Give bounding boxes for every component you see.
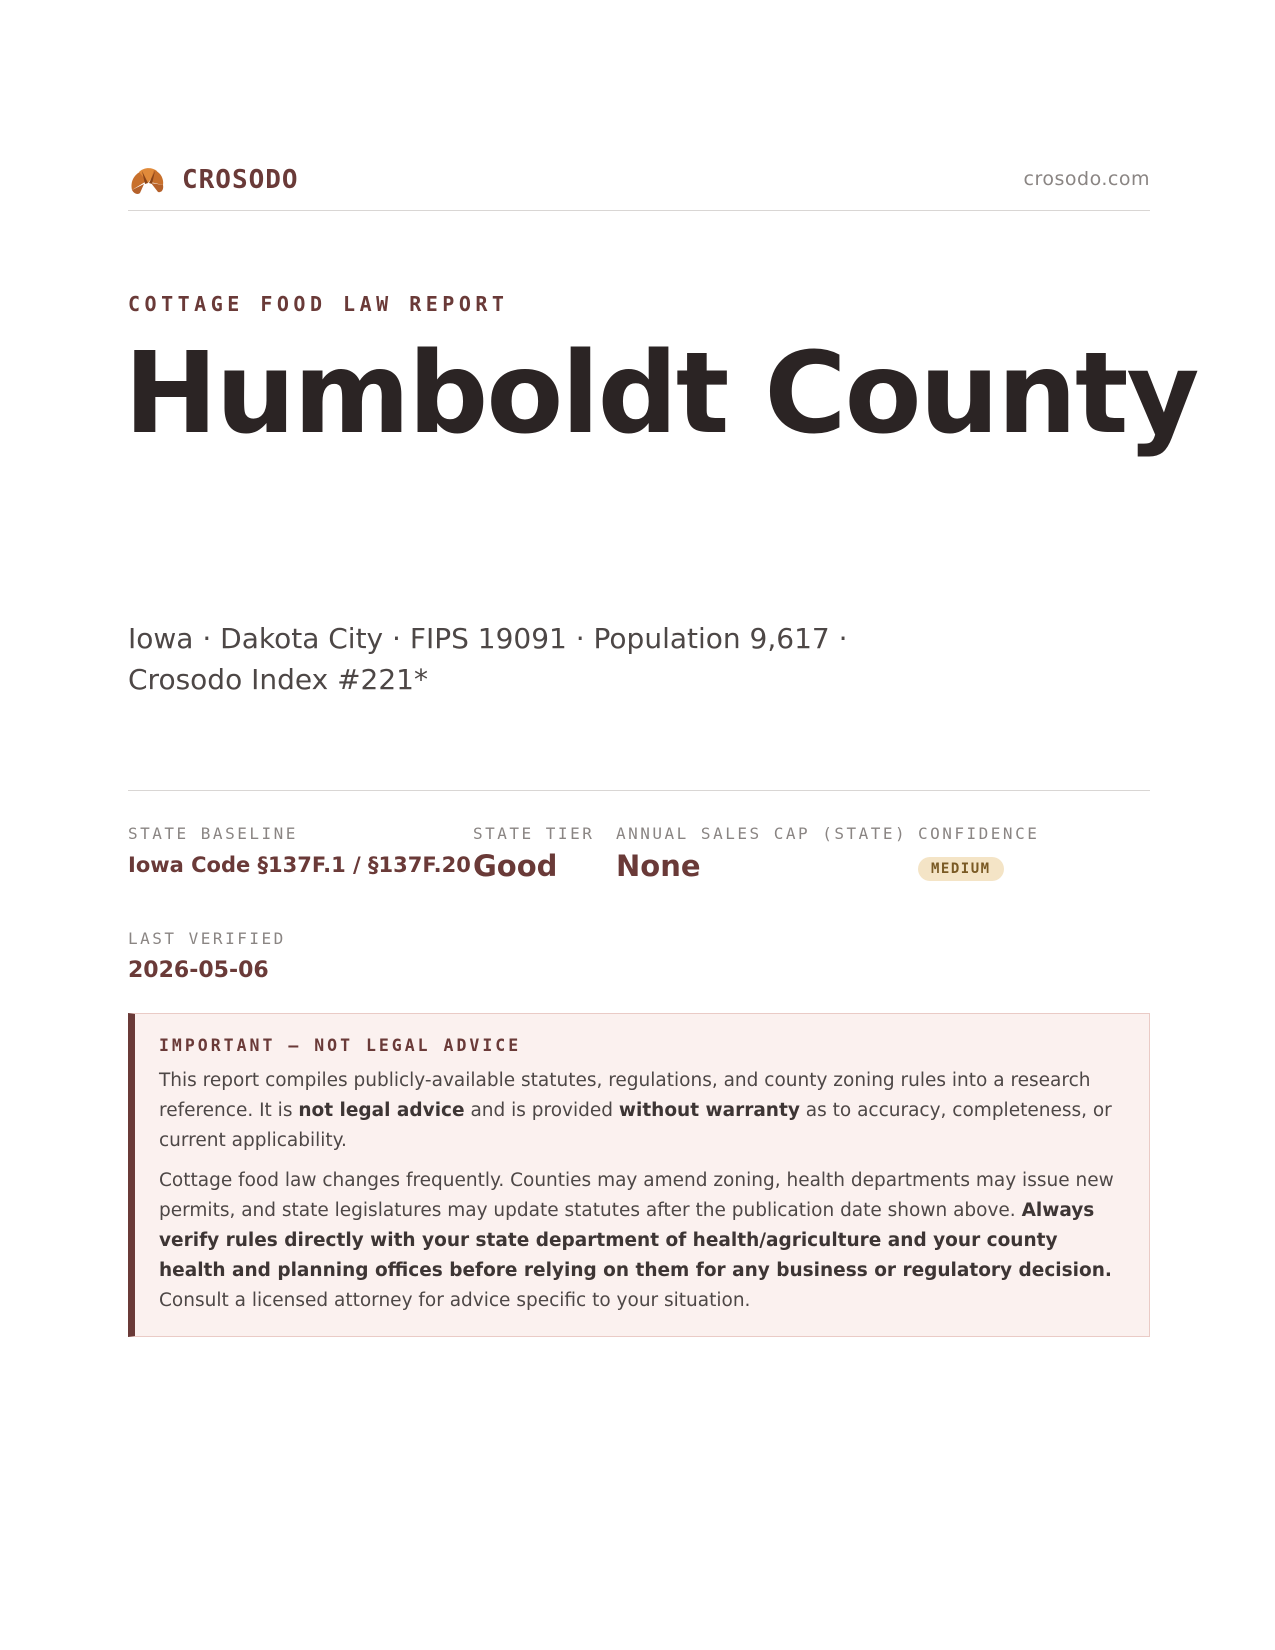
page-header <box>128 158 1150 211</box>
page-title: Humboldt County <box>124 329 1198 459</box>
confidence-badge: MEDIUM <box>918 857 1004 881</box>
stat-state-baseline <box>128 824 471 877</box>
stat-value: Iowa Code §137F.1 / §137F.20 <box>128 853 471 877</box>
divider <box>128 790 1150 791</box>
stat-last-verified <box>128 929 286 983</box>
notice-title: IMPORTANT — NOT LEGAL ADVICE <box>159 1036 522 1055</box>
notice-emphasis: not legal advice <box>298 1100 465 1121</box>
notice-text: and is provided <box>464 1100 619 1121</box>
notice-text: This report compiles publicly-available statutes, regulations, and county zoning rules into a research reference. It is <box>159 1070 1091 1121</box>
notice-paragraph-2 <box>159 1166 1125 1316</box>
site-link[interactable]: crosodo.com <box>1023 168 1150 190</box>
notice-emphasis: without warranty <box>618 1100 800 1121</box>
report-page <box>124 0 1198 1650</box>
brand-name: CROSODO <box>182 165 299 195</box>
stat-value: None <box>616 849 701 883</box>
stat-label: STATE BASELINE <box>128 824 298 843</box>
notice-text: as to accuracy, completeness, or current applicability. <box>159 1100 1112 1151</box>
stat-label: ANNUAL SALES CAP (STATE) <box>616 824 908 843</box>
stat-confidence <box>918 824 1039 881</box>
notice-paragraph-1 <box>159 1066 1125 1156</box>
report-subtitle: Iowa · Dakota City · FIPS 19091 · Population 9,617 · Crosodo Index #221* <box>128 622 848 696</box>
stat-state-tier <box>473 824 594 883</box>
notice-text: Consult a licensed attorney for advice specific to your situation. <box>159 1290 751 1311</box>
stat-label: CONFIDENCE <box>918 824 1040 843</box>
legal-notice <box>128 1013 1150 1337</box>
croissant-icon <box>128 160 168 200</box>
stat-label: STATE TIER <box>473 824 595 843</box>
notice-emphasis: Always verify rules directly with your state department of health/agriculture and your county health and planning offices before relying on them for any business or regulatory decision. <box>159 1200 1112 1281</box>
stat-value: Good <box>473 849 558 883</box>
report-kicker: COTTAGE FOOD LAW REPORT <box>128 292 509 316</box>
brand[interactable] <box>128 160 299 200</box>
stat-sales-cap <box>616 824 907 883</box>
stat-label: LAST VERIFIED <box>128 929 286 948</box>
notice-text: Cottage food law changes frequently. Counties may amend zoning, health departments may issue new permits, and state legislatures may update statutes after the publication date shown above. <box>159 1170 1114 1221</box>
stat-value: 2026-05-06 <box>128 958 269 983</box>
